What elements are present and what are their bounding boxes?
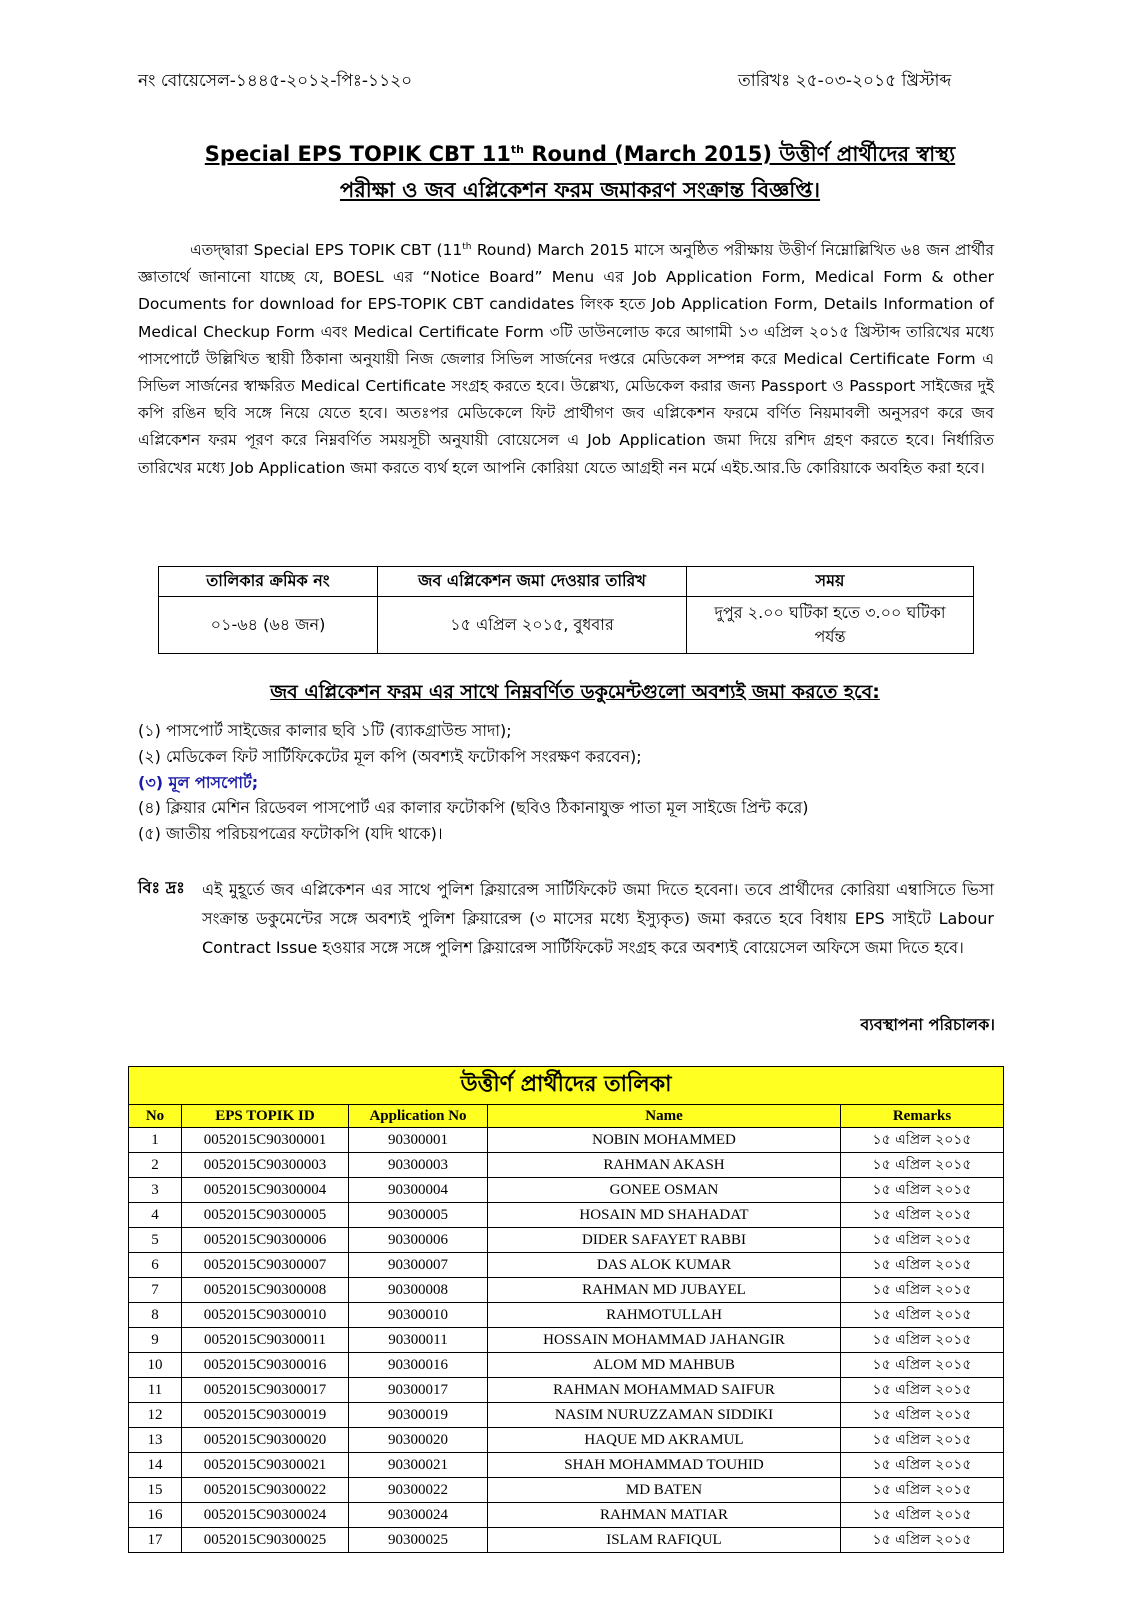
- document-item-4: (৪) ক্লিয়ার মেশিন রিডেবল পাসপোর্ট এর কালার ফটোকপি (ছবিও ঠিকানাযুক্ত পাতা মূল সাইজে প্রিন্ট করে): [138, 798, 809, 818]
- row-no: 6: [129, 1253, 182, 1278]
- row-application-no: 90300019: [349, 1403, 488, 1428]
- table-row: [129, 1128, 1004, 1153]
- signature: ব্যবস্থাপনা পরিচালক।: [860, 1015, 995, 1034]
- row-application-no: 90300024: [349, 1503, 488, 1528]
- row-name: RAHMAN MOHAMMAD SAIFUR: [488, 1378, 841, 1403]
- row-remarks: ১৫ এপ্রিল ২০১৫: [841, 1503, 1004, 1528]
- row-no: 12: [129, 1403, 182, 1428]
- title-line-2: পরীক্ষা ও জব এপ্লিকেশন ফরম জমাকরণ সংক্রান্ত বিজ্ঞপ্তি।: [339, 178, 821, 202]
- row-remarks: ১৫ এপ্রিল ২০১৫: [841, 1528, 1004, 1553]
- row-application-no: 90300010: [349, 1303, 488, 1328]
- row-application-no: 90300003: [349, 1153, 488, 1178]
- row-name: NASIM NURUZZAMAN SIDDIKI: [488, 1403, 841, 1428]
- table-row: [129, 1153, 1004, 1178]
- row-no: 16: [129, 1503, 182, 1528]
- row-eps-id: 0052015C90300007: [182, 1253, 349, 1278]
- body-paragraph: [138, 237, 994, 482]
- row-no: 2: [129, 1153, 182, 1178]
- row-eps-id: 0052015C90300008: [182, 1278, 349, 1303]
- row-remarks: ১৫ এপ্রিল ২০১৫: [841, 1328, 1004, 1353]
- note-label: বিঃ দ্রঃ: [138, 878, 185, 897]
- row-name: HOSAIN MD SHAHADAT: [488, 1203, 841, 1228]
- row-no: 13: [129, 1428, 182, 1453]
- row-application-no: 90300025: [349, 1528, 488, 1553]
- row-no: 10: [129, 1353, 182, 1378]
- row-name: GONEE OSMAN: [488, 1178, 841, 1203]
- title-part-2: Round (March 2015) উত্তীর্ণ প্রার্থীদের স্বাস্থ্য: [524, 142, 956, 166]
- row-remarks: ১৫ এপ্রিল ২০১৫: [841, 1178, 1004, 1203]
- row-application-no: 90300006: [349, 1228, 488, 1253]
- col-remarks: Remarks: [841, 1105, 1004, 1128]
- row-remarks: ১৫ এপ্রিল ২০১৫: [841, 1453, 1004, 1478]
- document-item-3: (৩) মূল পাসপোর্ট;: [138, 772, 259, 792]
- row-remarks: ১৫ এপ্রিল ২০১৫: [841, 1203, 1004, 1228]
- row-remarks: ১৫ এপ্রিল ২০১৫: [841, 1303, 1004, 1328]
- row-name: RAHMAN MD JUBAYEL: [488, 1278, 841, 1303]
- row-eps-id: 0052015C90300020: [182, 1428, 349, 1453]
- table-row: [129, 1403, 1004, 1428]
- memo-number: নং বোয়েসেল-১৪৪৫-২০১২-পিঃ-১১২০: [138, 71, 413, 91]
- results-table: [128, 1066, 1004, 1553]
- row-eps-id: 0052015C90300010: [182, 1303, 349, 1328]
- row-no: 3: [129, 1178, 182, 1203]
- table-row: [129, 1503, 1004, 1528]
- row-name: RAHMAN AKASH: [488, 1153, 841, 1178]
- row-eps-id: 0052015C90300006: [182, 1228, 349, 1253]
- row-application-no: 90300005: [349, 1203, 488, 1228]
- row-eps-id: 0052015C90300019: [182, 1403, 349, 1428]
- row-application-no: 90300007: [349, 1253, 488, 1278]
- document-item-1: (১) পাসপোর্ট সাইজের কালার ছবি ১টি (ব্যাকগ্রাউন্ড সাদা);: [138, 721, 512, 740]
- row-no: 4: [129, 1203, 182, 1228]
- table-row: [129, 1203, 1004, 1228]
- schedule-table: [158, 566, 974, 654]
- row-application-no: 90300001: [349, 1128, 488, 1153]
- document-item-5: (৫) জাতীয় পরিচয়পত্রের ফটোকপি (যদি থাকে)।: [138, 824, 443, 844]
- row-application-no: 90300016: [349, 1353, 488, 1378]
- row-eps-id: 0052015C90300003: [182, 1153, 349, 1178]
- table-row: [129, 1303, 1004, 1328]
- notice-date: তারিখঃ ২৫-০৩-২০১৫ খ্রিস্টাব্দ: [738, 71, 952, 91]
- row-eps-id: 0052015C90300005: [182, 1203, 349, 1228]
- row-remarks: ১৫ এপ্রিল ২০১৫: [841, 1378, 1004, 1403]
- col-no: No: [129, 1105, 182, 1128]
- row-no: 5: [129, 1228, 182, 1253]
- row-eps-id: 0052015C90300016: [182, 1353, 349, 1378]
- schedule-header-row: [159, 567, 974, 597]
- row-no: 9: [129, 1328, 182, 1353]
- row-no: 17: [129, 1528, 182, 1553]
- row-eps-id: 0052015C90300004: [182, 1178, 349, 1203]
- row-name: DAS ALOK KUMAR: [488, 1253, 841, 1278]
- row-remarks: ১৫ এপ্রিল ২০১৫: [841, 1278, 1004, 1303]
- row-eps-id: 0052015C90300011: [182, 1328, 349, 1353]
- results-title: উত্তীর্ণ প্রার্থীদের তালিকা: [129, 1067, 1004, 1105]
- schedule-time: দুপুর ২.০০ ঘটিকা হতে ৩.০০ ঘটিকা পর্যন্ত: [687, 597, 974, 654]
- table-row: [129, 1328, 1004, 1353]
- table-row: [129, 1278, 1004, 1303]
- row-application-no: 90300017: [349, 1378, 488, 1403]
- row-eps-id: 0052015C90300022: [182, 1478, 349, 1503]
- row-application-no: 90300011: [349, 1328, 488, 1353]
- col-eps-id: EPS TOPIK ID: [182, 1105, 349, 1128]
- row-no: 14: [129, 1453, 182, 1478]
- table-row: [129, 1528, 1004, 1553]
- row-application-no: 90300004: [349, 1178, 488, 1203]
- row-application-no: 90300022: [349, 1478, 488, 1503]
- row-eps-id: 0052015C90300017: [182, 1378, 349, 1403]
- row-remarks: ১৫ এপ্রিল ২০১৫: [841, 1228, 1004, 1253]
- schedule-serial: ০১-৬৪ (৬৪ জন): [159, 597, 378, 654]
- row-name: RAHMAN MATIAR: [488, 1503, 841, 1528]
- row-name: ISLAM RAFIQUL: [488, 1528, 841, 1553]
- results-header-row: [129, 1105, 1004, 1128]
- body-superscript: th: [462, 241, 472, 252]
- col-application-no: Application No: [349, 1105, 488, 1128]
- row-application-no: 90300020: [349, 1428, 488, 1453]
- body-intro-b: Round) March 2015 মাসে অনুষ্ঠিত পরীক্ষায় উত্তীর্ণ নিম্নোল্লিখিত ৬৪ জন প্রার্থীর জ্ঞাতার্থে জানানো যাচ্ছে যে, BOESL এর “Notice Board” Menu এর Job Application Form, Medical Form & other Documents for download for EPS-TOPIK CBT candidates লিংক হতে Job Application Form, Details Information of Medical Checkup Form এবং Medical Certificate Form ৩টি ডাউনলোড করে আগামী ১৩ এপ্রিল ২০১৫ খ্রিস্টাব্দ তারিখের মধ্যে পাসপোর্টে উল্লিখিত স্থায়ী ঠিকানা অনুযায়ী নিজ জেলার সিভিল সার্জনের দপ্তরে মেডিকেল সম্পন্ন করে Medical Certificate Form এ সিভিল সার্জনের স্বাক্ষরিত Medical Certificate সংগ্রহ করতে হবে। উল্লেখ্য, মেডিকেল করার জন্য Passport ও Passport সাইজের দুই কপি রঙিন ছবি সঙ্গে নিয়ে যেতে হবে। অতঃপর মেডিকেলে ফিট প্রার্থীগণ জব এপ্লিকেশন ফরমে বর্ণিত নিয়মাবলী অনুসরণ করে জব এপ্লিকেশন ফরম পূরণ করে নিম্নবর্ণিত সময়সূচী অনুযায়ী বোয়েসেল এ Job Application জমা দিয়ে রশিদ গ্রহণ করতে হবে। নির্ধারিত তারিখের মধ্যে Job Application জমা করতে ব্যর্থ হলে আপনি কোরিয়া যেতে আগ্রহী নন মর্মে এইচ.আর.ডি কোরিয়াকে অবহিত করা হবে।: [138, 241, 994, 477]
- row-eps-id: 0052015C90300021: [182, 1453, 349, 1478]
- note-text: এই মুহূর্তে জব এপ্লিকেশন এর সাথে পুলিশ ক্লিয়ারেন্স সার্টিফিকেট জমা দিতে হবেনা। তবে প্রার্থীদের কোরিয়া এম্বাসিতে ভিসা সংক্রান্ত ডকুমেন্টের সঙ্গে অবশ্যই পুলিশ ক্লিয়ারেন্স (৩ মাসের মধ্যে ইস্যুকৃত) জমা করতে হবে বিধায় EPS সাইটে Labour Contract Issue হওয়ার সঙ্গে সঙ্গে পুলিশ ক্লিয়ারেন্স সার্টিফিকেট সংগ্রহ করে অবশ্যই বোয়েসেল অফিসে জমা দিতে হবে।: [202, 880, 994, 957]
- schedule-row: [159, 597, 974, 654]
- row-eps-id: 0052015C90300025: [182, 1528, 349, 1553]
- row-eps-id: 0052015C90300001: [182, 1128, 349, 1153]
- table-row: [129, 1253, 1004, 1278]
- schedule-header-time: সময়: [687, 567, 974, 597]
- row-remarks: ১৫ এপ্রিল ২০১৫: [841, 1253, 1004, 1278]
- row-no: 7: [129, 1278, 182, 1303]
- row-remarks: ১৫ এপ্রিল ২০১৫: [841, 1153, 1004, 1178]
- schedule-header-date: জব এপ্লিকেশন জমা দেওয়ার তারিখ: [378, 567, 687, 597]
- document-item-2: (২) মেডিকেল ফিট সার্টিফিকেটের মূল কপি (অবশ্যই ফটোকপি সংরক্ষণ করবেন);: [138, 746, 642, 766]
- row-remarks: ১৫ এপ্রিল ২০১৫: [841, 1428, 1004, 1453]
- row-eps-id: 0052015C90300024: [182, 1503, 349, 1528]
- schedule-header-serial: তালিকার ক্রমিক নং: [159, 567, 378, 597]
- col-name: Name: [488, 1105, 841, 1128]
- title-superscript: th: [510, 143, 525, 156]
- table-row: [129, 1428, 1004, 1453]
- table-row: [129, 1378, 1004, 1403]
- row-name: HAQUE MD AKRAMUL: [488, 1428, 841, 1453]
- row-name: SHAH MOHAMMAD TOUHID: [488, 1453, 841, 1478]
- row-name: NOBIN MOHAMMED: [488, 1128, 841, 1153]
- row-name: ALOM MD MAHBUB: [488, 1353, 841, 1378]
- table-row: [129, 1178, 1004, 1203]
- row-remarks: ১৫ এপ্রিল ২০১৫: [841, 1403, 1004, 1428]
- title-line-1: [120, 132, 1040, 172]
- documents-heading: জব এপ্লিকেশন ফরম এর সাথে নিম্নবর্ণিত ডকুমেন্টগুলো অবশ্যই জমা করতে হবে:: [270, 681, 880, 703]
- table-row: [129, 1353, 1004, 1378]
- row-no: 1: [129, 1128, 182, 1153]
- row-name: DIDER SAFAYET RABBI: [488, 1228, 841, 1253]
- row-application-no: 90300021: [349, 1453, 488, 1478]
- body-intro-a: এতদ্দ্বারা Special EPS TOPIK CBT (11: [190, 241, 463, 259]
- row-name: RAHMOTULLAH: [488, 1303, 841, 1328]
- row-application-no: 90300008: [349, 1278, 488, 1303]
- table-row: [129, 1478, 1004, 1503]
- row-name: MD BATEN: [488, 1478, 841, 1503]
- row-no: 11: [129, 1378, 182, 1403]
- row-remarks: ১৫ এপ্রিল ২০১৫: [841, 1128, 1004, 1153]
- results-body: [129, 1128, 1004, 1553]
- row-remarks: ১৫ এপ্রিল ২০১৫: [841, 1353, 1004, 1378]
- notice-title: [120, 132, 1040, 208]
- row-no: 15: [129, 1478, 182, 1503]
- table-row: [129, 1453, 1004, 1478]
- table-row: [129, 1228, 1004, 1253]
- special-note: [138, 875, 994, 962]
- title-part-1: Special EPS TOPIK CBT 11: [204, 142, 511, 166]
- documents-list: [138, 718, 1008, 847]
- row-no: 8: [129, 1303, 182, 1328]
- row-remarks: ১৫ এপ্রিল ২০১৫: [841, 1478, 1004, 1503]
- schedule-date: ১৫ এপ্রিল ২০১৫, বুধবার: [378, 597, 687, 654]
- row-name: HOSSAIN MOHAMMAD JAHANGIR: [488, 1328, 841, 1353]
